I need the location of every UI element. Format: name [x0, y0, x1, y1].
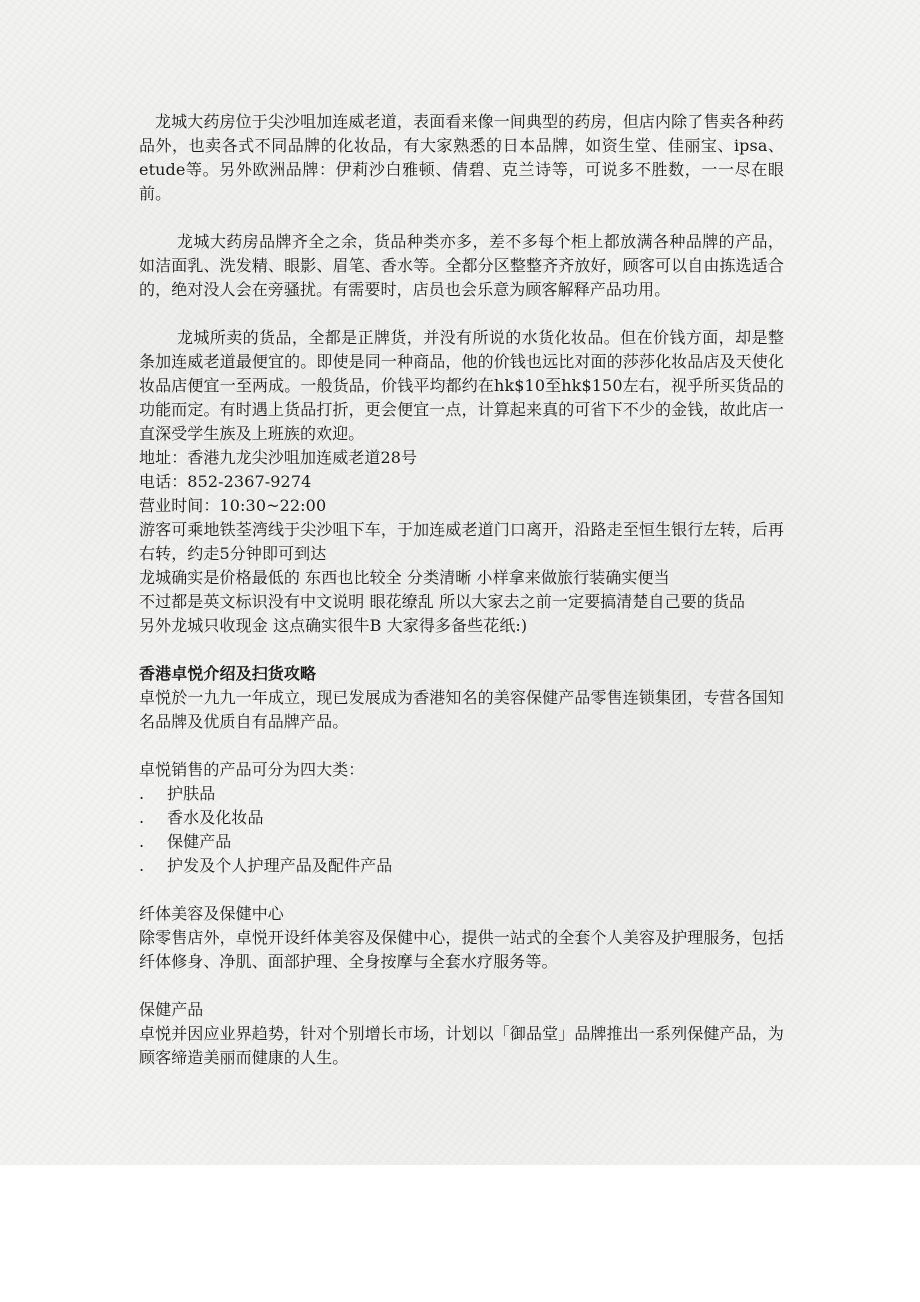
- paragraph-longcheng-prices: 龙城所卖的货品，全都是正牌货，并没有所说的水货化妆品。但在价钱方面，却是整条加连威老道最便宜的。即使是同一种商品，他的价钱也远比对面的莎莎化妆品店及天使化妆品店便宜一至两成。一般货品，价钱平均都约在hk$10至hk$150左右，视乎所买货品的功能而定。有时遇上货品打折，更会便宜一点，计算起来真的可省下不少的金钱，故此店一直深受学生族及上班族的欢迎。: [139, 328, 784, 443]
- list-item: [139, 806, 784, 830]
- categories-intro: 卓悦销售的产品可分为四大类：: [139, 760, 365, 779]
- bullet-mark: .: [139, 832, 145, 851]
- hours-line: 营业时间：10:30~22:00: [139, 496, 327, 515]
- spacer: [139, 878, 784, 902]
- bullet-mark: .: [139, 808, 145, 827]
- subsection-body: 卓悦并因应业界趋势，针对个别增长市场，计划以「御品堂」品牌推出一系列保健产品，为顾客缔造美丽而健康的人生。: [139, 1024, 784, 1067]
- directions-paragraph: 游客可乘地铁荃湾线于尖沙咀下车，于加连威老道门口离开，沿路走至恒生银行左转，后再右转，约走5分钟即可到达: [139, 520, 784, 563]
- spacer: [139, 638, 784, 662]
- spacer: [139, 302, 784, 326]
- bullet-mark: .: [139, 856, 145, 875]
- list-item-text: 香水及化妆品: [167, 808, 264, 827]
- spacer: [139, 734, 784, 758]
- list-item-text: 保健产品: [167, 832, 232, 851]
- section-heading: 香港卓悦介绍及扫货攻略: [139, 664, 317, 683]
- bullet-mark: .: [139, 784, 145, 803]
- spacer: [139, 974, 784, 998]
- comment-line: 另外龙城只收现金 这点确实很牛B 大家得多备些花纸:): [139, 616, 528, 635]
- subsection-title: 保健产品: [139, 1000, 204, 1019]
- paragraph-longcheng-intro: 龙城大药房位于尖沙咀加连威老道，表面看来像一间典型的药房，但店内除了售卖各种药品外，也卖各式不同品牌的化妆品，有大家熟悉的日本品牌，如资生堂、佳丽宝、ipsa、etude等。另外欧洲品牌：伊莉沙白雅顿、倩碧、克兰诗等，可说多不胜数，一一尽在眼前。: [139, 112, 784, 203]
- list-item-text: 护肤品: [167, 784, 216, 803]
- comment-line: 龙城确实是价格最低的 东西也比较全 分类清晰 小样拿来做旅行装确实便当: [139, 568, 670, 587]
- subsection-title: 纤体美容及保健中心: [139, 904, 284, 923]
- phone-line: 电话：852-2367-9274: [139, 472, 312, 491]
- address-line: 地址：香港九龙尖沙咀加连威老道28号: [139, 448, 418, 467]
- comment-line: 不过都是英文标识没有中文说明 眼花缭乱 所以大家去之前一定要搞清楚自己要的货品: [139, 592, 746, 611]
- list-item-text: 护发及个人护理产品及配件产品: [167, 856, 393, 875]
- subsection-body: 除零售店外，卓悦开设纤体美容及保健中心，提供一站式的全套个人美容及护理服务，包括纤体修身、净肌、面部护理、全身按摩与全套水疗服务等。: [139, 928, 784, 971]
- list-item: [139, 830, 784, 854]
- list-item: [139, 782, 784, 806]
- spacer: [139, 206, 784, 230]
- document-body: [139, 110, 784, 1070]
- paragraph-longcheng-brands: 龙城大药房品牌齐全之余，货品种类亦多，差不多每个柜上都放满各种品牌的产品，如洁面乳、洗发精、眼影、眉笔、香水等。全都分区整整齐齐放好，顾客可以自由拣选适合的，绝对没人会在旁骚扰。有需要时，店员也会乐意为顾客解释产品功用。: [139, 232, 784, 299]
- list-item: [139, 854, 784, 878]
- paragraph-zhuoyue-intro: 卓悦於一九九一年成立，现已发展成为香港知名的美容保健产品零售连锁集团，专营各国知名品牌及优质自有品牌产品。: [139, 688, 784, 731]
